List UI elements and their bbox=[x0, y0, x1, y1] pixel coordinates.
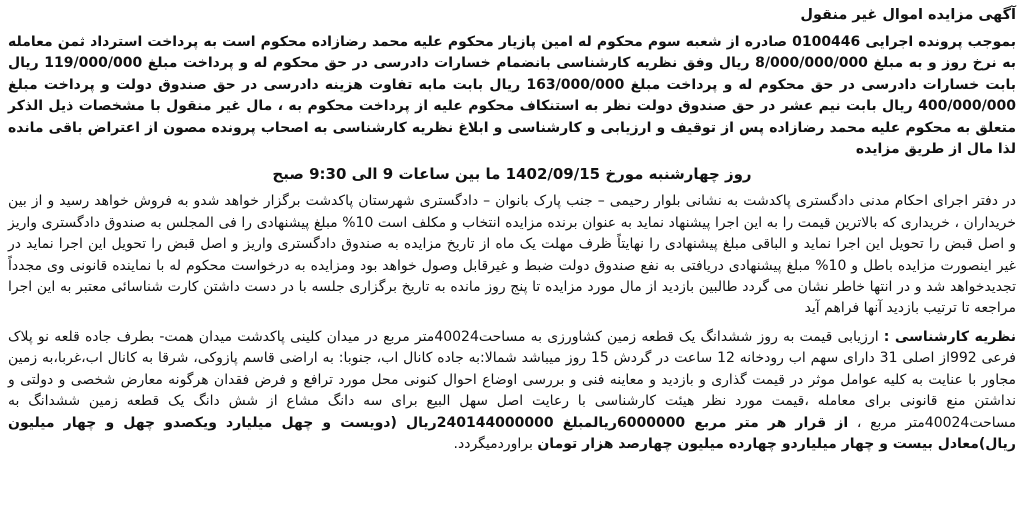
expert-opinion-paragraph bbox=[8, 327, 1016, 455]
case-paragraph: بموجب پرونده اجرایی 0100446 صادره از شعبه سوم محکوم له امین پازیار محکوم علیه محمد رضازاده محکوم است به پرداخت استرداد ثمن معامله به نرخ روز و به مبلغ 8/000/000/000 ریال وفق نظریه کارشناسی بانضمام خسارات دادرسی در حق محکوم له و پرداخت مبلغ 119/000/000 ریال بابت خسارات دادرسی در حق محکوم له و پرداخت مبلغ 163/000/000 ریال بابت مابه تفاوت هزینه دادرسی در حق صندوق دولت و پرداخت مبلغ 400/000/000 ریال بابت نیم عشر در حق صندوق دولت نظر به استنکاف محکوم علیه از پرداخت محکوم به ، مال غیر منقول با مشخصات ذیل الذکر متعلق به محکوم علیه محمد رضازاده پس از توقیف و ارزیابی و کارشناسی و ابلاغ نظریه کارشناسی به اصحاب پرونده مصون از اعتراض باقی مانده لذا مال از طریق مزایده bbox=[8, 34, 1017, 158]
notice-title: آگهی مزایده اموال غیر منقول bbox=[800, 7, 1016, 23]
auction-session-line: روز چهارشنبه مورخ 1402/09/15 ما بین ساعات 9 الی 9:30 صبح bbox=[272, 165, 752, 184]
expert-opinion-end: براوردمیگردد. bbox=[453, 435, 533, 452]
expert-opinion-label: نظریه کارشناسی : bbox=[883, 328, 1016, 345]
expert-price-statement: از قرار هر متر مربع 6000000ریالمبلغ 240144000000ریال (دویست و چهل میلیارد ویکصدو چهل و چهار میلیون ریال)معادل بیست و چهار میلیاردو چهارده میلیون چهارصد هزار تومان bbox=[8, 414, 1016, 452]
auction-conditions-paragraph: در دفتر اجرای احکام مدنی دادگستری پاکدشت به نشانی بلوار رحیمی – جنب پارک بانوان – دادگستری شهرستان پاکدشت برگزار خواهد شدو به فروش خواهد رسید و از بین خریداران ، خریداری که بالاترین قیمت را به این اجرا پیشنهاد نماید به عنوان برنده مزایده انتخاب و مکلف است 10% مبلغ پیشنهادی را فی المجلس به صندوق دادگستری واریز و اصل قبض را تحویل این اجرا نماید و الباقی مبلغ پیشنهادی را نهایتاً ظرف مهلت یک ماه از تاریخ مزایده به صندوق دادگستری واریز و اصل قبض را تحویل این اجرا نماید در غیر اینصورت مزایده باطل و 10% مبلغ پیشنهادی دریافتی به نفع صندوق دولت ضبط و غیرقابل وصول خواهد بود ومزایده به درخواست محکوم له با نماینده قانونی وی مجدداً تجدیدخواهد شد و در انتها خاطر نشان می گردد طالبین بازدید از مال مورد مزایده تا پنج روز مانده به تاریخ برگزاری جلسه با در دست داشتن کارت شناسائی معتبر به این اجرا مراجعه تا ترتیب بازدید آنها فراهم آید bbox=[8, 193, 1016, 317]
expert-opinion-body: ارزیابی قیمت به روز ششدانگ یک قطعه زمین کشاورزی به مساحت40024متر مربع در میدان کلینی پاکدشت میدان همت- بطرف جاده قلعه نو پلاک فرعی 992از اصلی 31 دارای سهم اب رودخانه 12 ساعت در گردش 15 روز میباشد شمالا:به جاده کانال اب، جنوبا: به اراضی قاسم پازوکی، شرقا به کانال اب،غربا،به زمین مجاور با عنایت به کلیه عوامل موثر در قیمت گذاری و بازدید و معاینه فنی و بررسی اوضاع احوال کنونی محل مورد ترافع و فرض فقدان هرگونه معارض شخصی و دولتی و نداشتن منع قانونی برای معامله ،قیمت مورد نظر هیئت کارشناسی با رعایت اصل سهل البیع برای سه دانگ مشاع از شش دانگ یک قطعه زمین ششدانگ به مساحت40024متر مربع ، bbox=[8, 328, 1016, 431]
